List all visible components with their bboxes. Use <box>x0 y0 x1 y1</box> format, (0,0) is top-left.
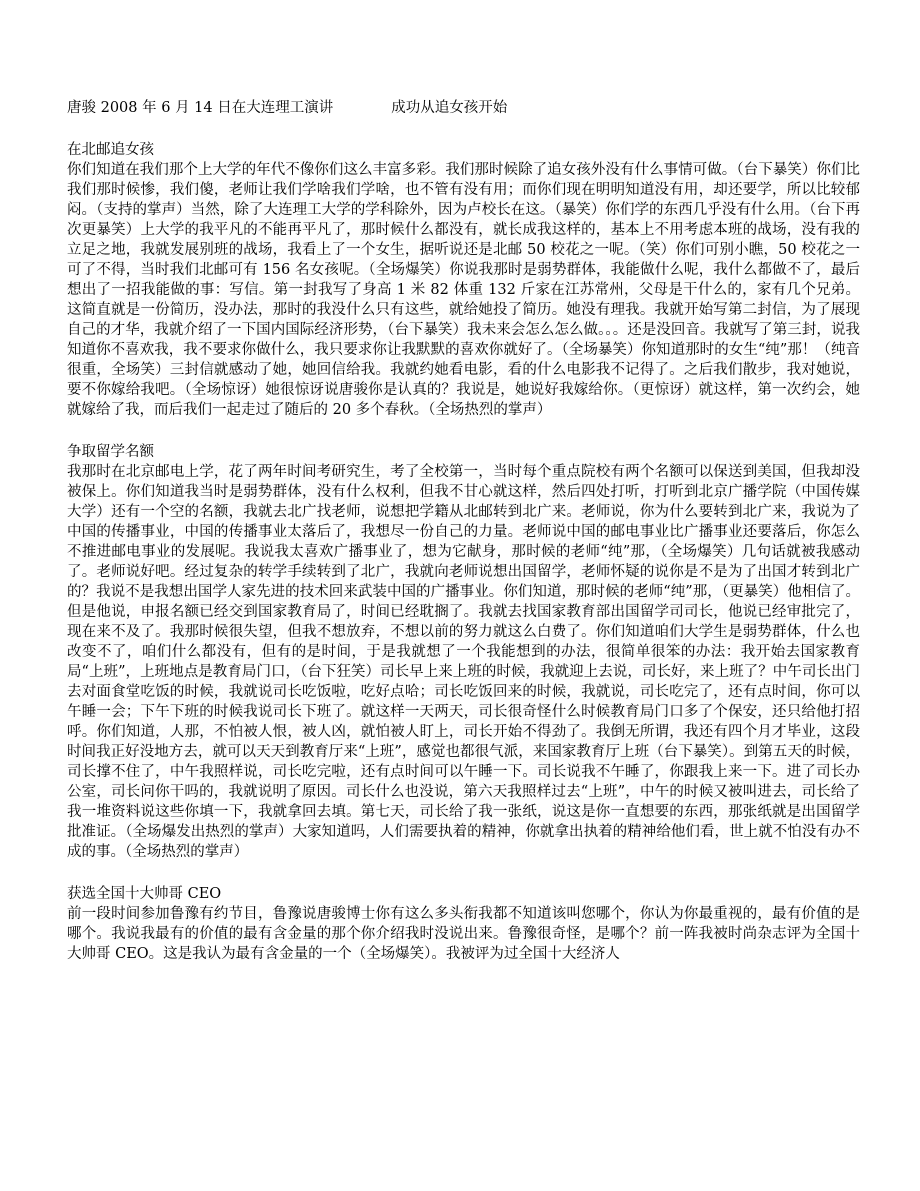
section-body: 你们知道在我们那个上大学的年代不像你们这么丰富多彩。我们那时候除了追女孩外没有什么事情可做。（台下暴笑）你们比我们那时候惨，我们傻，老师让我们学啥我们学啥，也不管有没有用；而你们现在明明知道没有用，却还要学，所以比较郁闷。（支持的掌声）当然，除了大连理工大学的学科除外，因为卢校长在这。（暴笑）你们学的东西几乎没有什么用。（台下再次更暴笑）上大学的我平凡的不能再平凡了，那时候什么都没有，就长成我这样的，基本上不用考虑本班的战场，没有我的立足之地，我就发展别班的战场，我看上了一个女生，据听说还是北邮 50 校花之一呢。（笑）你们可别小瞧，50 校花之一可了不得，当时我们北邮可有 156 名女孩呢。（全场爆笑）你说我那时是弱势群体，我能做什么呢，我什么都做不了，最后想出了一招我能做的事：写信。第一封我写了身高 1 米 82 体重 132 斤家在江苏常州，父母是干什么的，家有几个兄弟。这简直就是一份简历，没办法，那时的我没什么只有这些，就给她投了简历。她没有理我。我就开始写第二封信，为了展现自己的才华，我就介绍了一下国内国际经济形势，（台下暴笑）我未来会怎么怎么做。。。还是没回音。我就写了第三封，说我知道你不喜欢我，我不要求你做什么，我只要求你让我默默的喜欢你就好了。（全场暴笑）你知道那时的女生“纯”那！（纯音很重，全场笑）三封信就感动了她，她回信给我。我就约她看电影，看的什么电影我不记得了。之后我们散步，我对她说，要不你嫁给我吧。（全场惊讶）她很惊讶说唐骏你是认真的？我说是，她说好我嫁给你。（更惊讶）就这样，第一次约会，她就嫁给了我，而后我们一起走过了随后的 20 多个春秋。（全场热烈的掌声） <box>67 162 860 418</box>
section-heading: 争取留学名额 <box>67 444 154 460</box>
section-body: 我那时在北京邮电上学，花了两年时间考研究生，考了全校第一，当时每个重点院校有两个名额可以保送到美国，但我却没被保上。你们知道我当时是弱势群体，没有什么权利，但我不甘心就这样，然后四处打听，打听到北京广播学院（中国传媒大学）还有一个空的名额，我就去北广找老师，说想把学籍从北邮转到北广来。老师说，你为什么要转到北广来，我说为了中国的传播事业，中国的传播事业太落后了，我想尽一份自己的力量。老师说中国的邮电事业比广播事业还要落后，你怎么不推进邮电事业的发展呢。我说我太喜欢广播事业了，想为它献身，那时候的老师“纯”那，（全场爆笑）几句话就被我感动了。老师说好吧。经过复杂的转学手续转到了北广，我就向老师说想出国留学，老师怀疑的说你是不是为了出国才转到北广的？我说不是我想出国学人家先进的技术回来武装中国的广播事业。你们知道，那时候的老师“纯”那，（更暴笑）他相信了。但是他说，申报名额已经交到国家教育局了，时间已经耽搁了。我就去找国家教育部出国留学司司长，他说已经审批完了，现在来不及了。我那时候很失望，但我不想放弃，不想以前的努力就这么白费了。你们知道咱们大学生是弱势群体，什么也改变不了，咱们什么都没有，但有的是时间，于是我就想了一个我能想到的办法，很简单很笨的办法：我开始去国家教育局“上班”，上班地点是教育局门口，（台下狂笑）司长早上来上班的时候，我就迎上去说，司长好，来上班了？中午司长出门去对面食堂吃饭的时候，我就说司长吃饭啦，吃好点哈；司长吃饭回来的时候，我就说，司长吃完了，还有点时间，你可以午睡一会；下午下班的时候我说司长下班了。就这样一天两天，司长很奇怪什么时候教育局门口多了个保安，还只给他打招呼。你们知道，人那，不怕被人恨，被人凶，就怕被人盯上，司长开始不得劲了。我倒无所谓，我还有四个月才毕业，这段时间我正好没地方去，就可以天天到教育厅来“上班”，感觉也都很气派，来国家教育厅上班（台下暴笑）。到第五天的时候，司长撑不住了，中午我照样说，司长吃完啦，还有点时间可以午睡一下。司长说我不午睡了，你跟我上来一下。进了司长办公室，司长问你干吗的，我就说明了原因。司长什么也没说，第六天我照样过去“上班”，中午的时候又被叫进去，司长给了我一堆资料说这些你填一下，我就拿回去填。第七天，司长给了我一张纸，说这是你一直想要的东西，那张纸就是出国留学批准证。（全场爆发出热烈的掌声）大家知道吗，人们需要执着的精神，你就拿出执着的精神给他们看，世上就不怕没有办不成的事。（全场热烈的掌声） <box>67 464 860 860</box>
section-study-abroad <box>67 442 860 862</box>
section-handsome-ceo <box>67 884 860 964</box>
speech-title: 唐骏 2008 年 6 月 14 日在大连理工演讲 <box>67 100 334 116</box>
section-heading: 在北邮追女孩 <box>67 142 154 158</box>
speech-subtitle: 成功从追女孩开始 <box>391 100 508 116</box>
section-chasing-girl <box>67 140 860 420</box>
section-body: 前一段时间参加鲁豫有约节目，鲁豫说唐骏博士你有这么多头衔我都不知道该叫您哪个，你认为你最重视的，最有价值的是哪个。我说我最有的价值的最有含金量的那个你介绍我时没说出来。鲁豫很奇怪，是哪个？前一阵我被时尚杂志评为全国十大帅哥 CEO。这是我认为最有含金量的一个（全场爆笑）。我被评为过全国十大经济人 <box>67 906 860 962</box>
document-page <box>67 98 860 986</box>
document-title-line <box>67 98 860 118</box>
section-heading: 获选全国十大帅哥 CEO <box>67 886 222 902</box>
